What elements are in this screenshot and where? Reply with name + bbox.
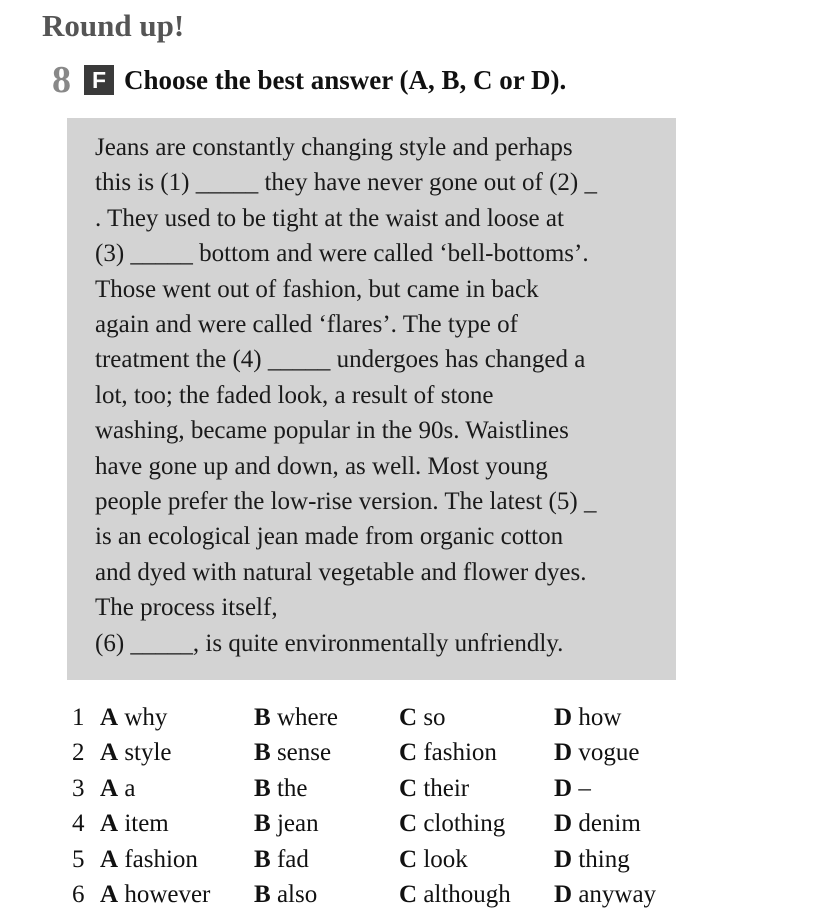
passage-line: Jeans are constantly changing style and perhaps [95,134,573,161]
option-letter: C [399,774,418,802]
option-letter: C [399,810,418,838]
option-text: their [423,774,470,802]
option-text: thing [578,845,630,873]
option-text: where [276,704,339,731]
passage-line: treatment the (4) _____ undergoes has changed a [95,346,586,374]
option-text: sense [276,739,332,767]
answer-option-c[interactable] [399,735,497,770]
reading-passage [95,130,665,661]
option-text: style [124,739,172,767]
option-letter: C [399,880,418,908]
option-letter: D [554,880,573,908]
option-letter: C [399,845,418,873]
answer-option-d[interactable] [554,877,656,912]
option-text: fashion [423,739,497,767]
option-text: item [124,810,169,838]
option-text: so [423,704,446,731]
option-text: the [276,774,308,802]
answer-option-c[interactable] [399,806,505,841]
option-letter: D [554,774,573,802]
option-letter: A [100,845,119,873]
option-letter: C [399,704,418,731]
option-letter: A [100,810,119,838]
passage-line: is an ecological jean made from organic cotton [95,523,564,551]
answer-option-c[interactable] [399,842,468,877]
answer-option-a[interactable] [100,842,198,877]
passage-line: again and were called ‘flares’. The type of [95,311,518,339]
option-letter: D [554,739,573,767]
answer-option-c[interactable] [399,700,446,735]
option-letter: B [254,704,271,731]
option-letter: B [254,739,271,767]
option-text: denim [578,810,641,838]
answer-option-b[interactable] [254,806,319,841]
option-letter: B [254,880,271,908]
passage-box [67,118,676,680]
option-text: however [124,880,211,908]
option-letter: D [554,845,573,873]
question-number: 2 [72,739,85,767]
answer-option-a[interactable] [100,877,210,912]
answer-option-d[interactable] [554,735,639,770]
option-letter: A [100,774,119,802]
option-text: why [124,704,168,731]
option-letter: C [399,739,418,767]
passage-line: and dyed with natural vegetable and flower dyes. [95,558,587,586]
answer-option-b[interactable] [254,877,317,912]
question-number: 4 [72,810,85,838]
answer-option-d[interactable] [554,806,641,841]
option-letter: B [254,774,271,802]
option-text: fad [276,845,309,873]
answer-option-b[interactable] [254,700,338,735]
option-letter: D [554,810,573,838]
option-text: vogue [578,739,640,767]
passage-line: (3) _____ bottom and were called ‘bell-bottoms’. [95,240,589,268]
option-letter: A [100,704,119,731]
answer-option-c[interactable] [399,771,469,806]
option-text: clothing [423,810,506,838]
question-number: 1 [72,704,85,731]
option-letter: A [100,739,119,767]
answer-option-b[interactable] [254,842,309,877]
option-text: also [276,880,318,908]
option-text: a [124,774,136,802]
passage-line: washing, became popular in the 90s. Waistlines [95,417,569,445]
option-letter: D [554,704,573,731]
option-text: how [578,704,622,731]
passage-line: . They used to be tight at the waist and loose at [95,204,564,232]
answer-option-a[interactable] [100,700,167,735]
option-text: look [423,845,468,873]
passage-line: The process itself, [95,594,278,622]
answer-option-c[interactable] [399,877,511,912]
option-text: fashion [124,845,198,873]
answer-option-b[interactable] [254,735,331,770]
passage-line: lot, too; the faded look, a result of stone [95,381,494,409]
answer-option-d[interactable] [554,771,591,806]
exercise-header [52,58,566,102]
option-text: – [578,774,591,802]
passage-line: Those went out of fashion, but came in back [95,275,539,303]
question-number: 6 [72,880,85,908]
option-text: anyway [578,880,657,908]
option-letter: B [254,810,271,838]
option-letter: B [254,845,271,873]
exercise-instruction: Choose the best answer (A, B, C or D). [124,64,567,95]
passage-line: have gone up and down, as well. Most young [95,452,548,480]
answer-option-d[interactable] [554,842,630,877]
question-number: 3 [72,774,85,802]
section-title: Round up! [42,8,185,43]
exercise-badge: F [84,65,114,95]
option-text: although [423,880,511,908]
answer-option-a[interactable] [100,735,172,770]
exercise-number: 8 [52,59,71,101]
passage-line: (6) _____, is quite environmentally unfriendly. [95,629,564,657]
passage-line: this is (1) _____ they have never gone out of (2) _ [95,169,597,197]
answer-option-b[interactable] [254,771,307,806]
answer-option-a[interactable] [100,806,169,841]
option-text: jean [276,810,319,838]
option-letter: A [100,880,119,908]
question-number: 5 [72,845,85,873]
answer-option-d[interactable] [554,700,621,735]
passage-line: people prefer the low-rise version. The latest (5) _ [95,488,597,516]
answer-option-a[interactable] [100,771,135,806]
